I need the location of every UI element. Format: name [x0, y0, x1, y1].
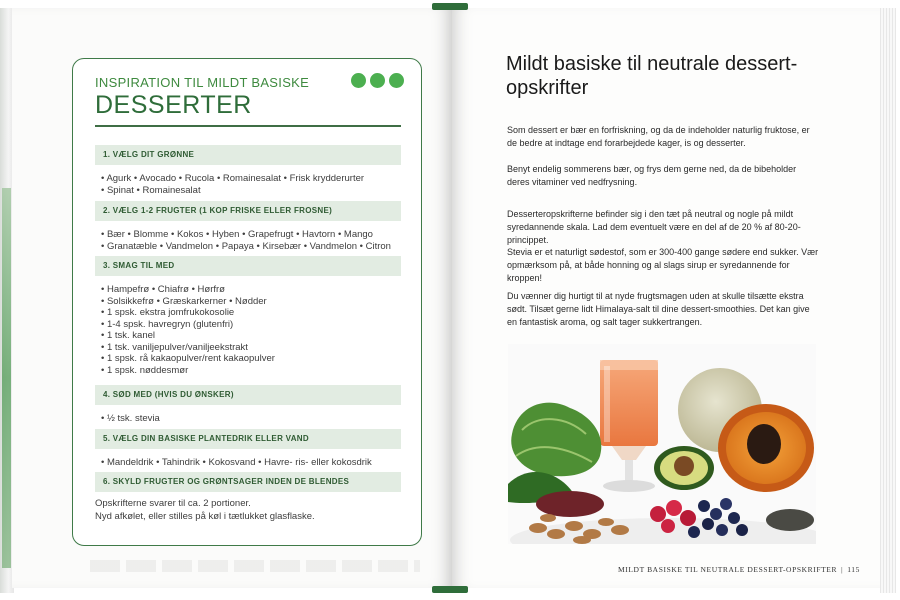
list-item: • Mandeldrik • Tahindrik • Kokosvand • Havre- ris- eller kokosdrik: [101, 457, 372, 468]
list-item: • ½ tsk. stevia: [101, 413, 160, 424]
list-item: • Solsikkefrø • Græskarkerner • Nødder: [101, 295, 267, 307]
section-list: [95, 276, 401, 380]
dot-icon: [351, 73, 366, 88]
book-edge-right: [880, 8, 896, 593]
dot-icon: [370, 73, 385, 88]
section-5: [95, 429, 401, 473]
section-list: [95, 405, 401, 429]
list-item: • 1 tsk. vaniljepulver/vaniljeekstrakt: [101, 341, 248, 353]
section-2: [95, 201, 401, 256]
page-number: 115: [847, 565, 860, 574]
list-item: • 1 spsk. nøddesmør: [101, 364, 189, 376]
section-heading: 5. VÆLG DIN BASISKE PLANTEDRIK ELLER VAND: [95, 429, 401, 449]
section-list: [95, 165, 401, 200]
section-list: [95, 449, 401, 473]
card-kicker: INSPIRATION TIL MILDT BASISKE: [95, 75, 310, 90]
section-heading: 4. SØD MED (HVIS DU ØNSKER): [95, 385, 401, 405]
page-title: Mildt basiske til neutrale dessert-opskrifter: [506, 53, 798, 99]
list-item: • 1 spsk. ekstra jomfrukokosolie: [101, 307, 235, 318]
page-footer: [618, 565, 860, 574]
ribbon-bottom: [432, 586, 468, 593]
faint-footer-text: [90, 560, 420, 572]
list-item: • 1 tsk. kanel: [101, 330, 156, 341]
list-item: • 1 spsk. rå kakaopulver/rent kakaopulver: [101, 353, 275, 364]
papaya: [718, 404, 814, 492]
cacao-powder: [536, 491, 604, 517]
portion-line: Opskrifterne svarer til ca. 2 portioner.: [95, 498, 251, 509]
decorative-dots: [351, 73, 404, 88]
running-title: MILDT BASISKE TIL NEUTRALE DESSERT-OPSKRIFTER: [618, 565, 838, 574]
paragraph: Stevia er et naturligt sødestof, som er 300-400 gange sødere end sukker. Vær opmærksom på, at både honning og al slags sirup er syredannende for kroppen!: [507, 247, 819, 283]
section-6: [95, 472, 401, 492]
section-heading: 1. VÆLG DIT GRØNNE: [95, 145, 401, 165]
section-4: [95, 385, 401, 429]
list-item: • Hampefrø • Chiafrø • Hørfrø: [101, 284, 225, 295]
footer-separator: |: [841, 565, 844, 574]
section-3: [95, 256, 401, 380]
list-item: • Bær • Blomme • Kokos • Hyben • Grapefrugt • Havtorn • Mango: [101, 229, 373, 240]
list-item: • Agurk • Avocado • Rucola • Romainesalat • Frisk krydderurter: [101, 173, 365, 184]
list-item: • Granatæble • Vandmelon • Papaya • Kirsebær • Vandmelon • Citron: [101, 240, 391, 252]
section-heading: 3. SMAG TIL MED: [95, 256, 401, 276]
portion-note: [95, 497, 315, 523]
paragraph: Desserteropskrifterne befinder sig i den tæt på neutral og nogle på mildt syredannende skala. Lad dem eventuelt være en del af de 20 % af 80-20-princippet.: [507, 209, 801, 245]
list-item: • 1-4 spsk. havregryn (glutenfri): [101, 318, 234, 330]
section-1: [95, 145, 401, 200]
list-item: • Spinat • Romainesalat: [101, 184, 201, 196]
section-heading: 6. SKYLD FRUGTER OG GRØNTSAGER INDEN DE BLENDES: [95, 472, 401, 492]
card-title: DESSERTER: [95, 91, 252, 119]
section-heading: 2. VÆLG 1-2 FRUGTER (1 KOP FRISKE ELLER FROSNE): [95, 201, 401, 221]
smoothie-photo: [508, 344, 816, 544]
ribbon-top: [432, 3, 468, 10]
section-list: [95, 221, 401, 256]
smoothie-illustration: [508, 344, 816, 544]
serving-line: Nyd afkølet, eller stilles på køl i tætlukket glasflaske.: [95, 511, 315, 522]
paragraph: Du vænner dig hurtigt til at nyde frugtsmagen uden at skulle tilsætte ekstra sødt. Tilsæt gerne lidt Himalaya-salt til dine dessert-smoothies. Det kan give en fantastisk aroma, og salt tager sukkertrangen.: [507, 291, 810, 327]
avocado: [654, 446, 714, 490]
dessert-inspiration-card: [72, 58, 422, 546]
dot-icon: [389, 73, 404, 88]
title-rule: [95, 125, 401, 127]
paragraph: Benyt endelig sommerens bær, og frys dem gerne ned, da de bibeholder deres vitaminer ved nedfrysning.: [507, 164, 797, 187]
paragraph: Som dessert er bær en forfriskning, og da de indeholder naturlig fruktose, er de bedre at indtage end forarbejdede kager, is og desserter.: [507, 125, 810, 148]
chia-seeds: [766, 509, 814, 531]
